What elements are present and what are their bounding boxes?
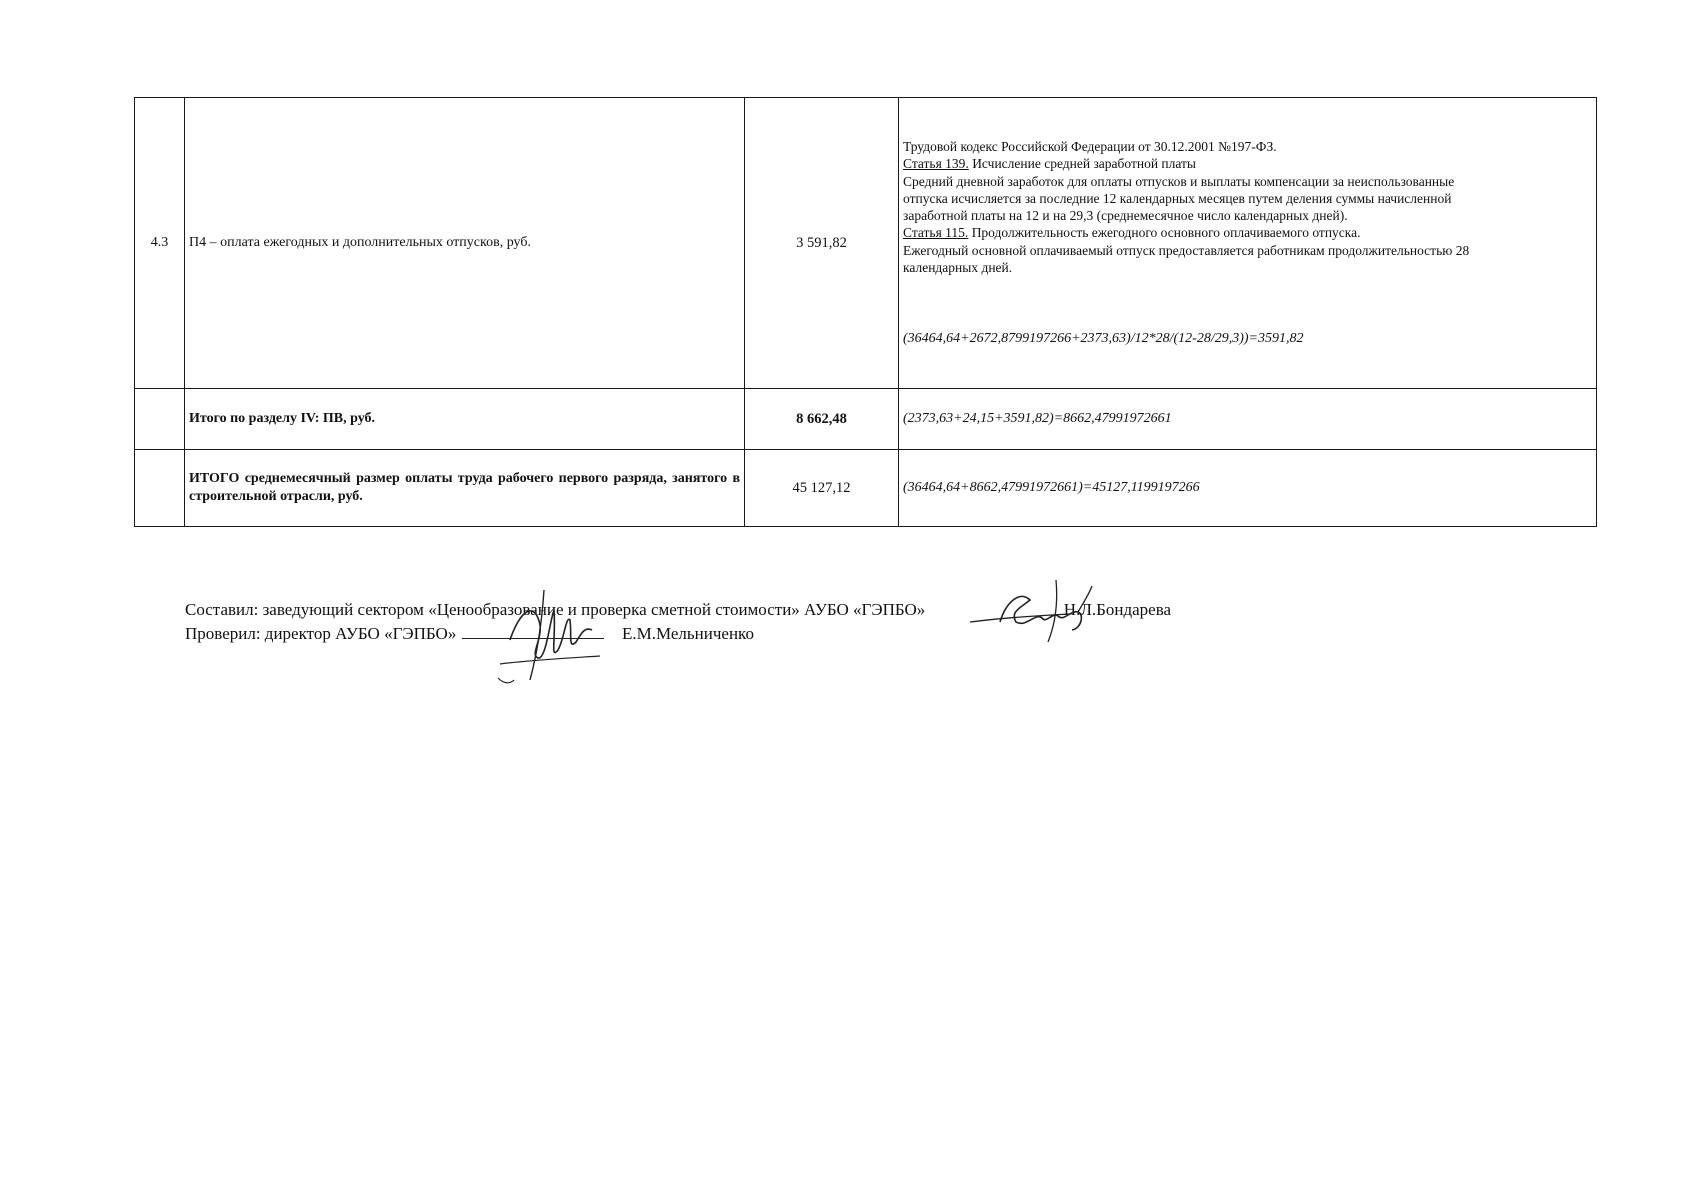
row-formula: (2373,63+24,15+3591,82)=8662,47991972661 bbox=[899, 389, 1597, 450]
note-text-line: отпуска исчисляется за последние 12 календарных месяцев путем деления суммы начисленной bbox=[903, 190, 1452, 206]
table-row bbox=[135, 98, 1597, 389]
row-formula: (36464,64+2672,8799197266+2373,63)/12*28/(12-28/29,3))=3591,82 bbox=[903, 331, 1304, 347]
row-note bbox=[899, 98, 1597, 389]
checked-by-name: Е.М.Мельниченко bbox=[622, 624, 754, 643]
row-value: 8 662,48 bbox=[745, 389, 899, 450]
row-name: ИТОГО среднемесячный размер оплаты труда рабочего первого разряда, занятого в строительной отрасли, руб. bbox=[185, 450, 745, 527]
row-name: П4 – оплата ежегодных и дополнительных отпусков, руб. bbox=[185, 98, 745, 389]
row-number bbox=[135, 450, 185, 527]
article-139-title: Исчисление средней заработной платы bbox=[968, 156, 1197, 172]
compiled-by-name: Н.Л.Бондарева bbox=[1063, 600, 1172, 619]
table-row bbox=[135, 389, 1597, 450]
article-115-label: Статья 115. bbox=[903, 225, 969, 241]
table-row bbox=[135, 450, 1597, 527]
director-signature bbox=[480, 580, 620, 690]
note-text-line: заработной платы на 12 и на 29,3 (среднемесячное число календарных дней). bbox=[903, 208, 1348, 224]
note-text-line: Средний дневной заработок для оплаты отпусков и выплаты компенсации за неиспользованные bbox=[903, 173, 1455, 189]
checked-by-label: Проверил: директор АУБО «ГЭПБО» bbox=[185, 624, 457, 643]
article-115-title: Продолжительность ежегодного основного оплачиваемого отпуска. bbox=[968, 225, 1361, 241]
row-value: 3 591,82 bbox=[745, 98, 899, 389]
law-reference: Трудовой кодекс Российской Федерации от 30.12.2001 №197-ФЗ. bbox=[903, 139, 1277, 154]
row-name: Итого по разделу IV: ПВ, руб. bbox=[185, 389, 745, 450]
note-text-line: Ежегодный основной оплачиваемый отпуск предоставляется работникам продолжительностью 28 bbox=[903, 242, 1470, 258]
article-139-label: Статья 139. bbox=[903, 156, 969, 172]
compiler-signature bbox=[960, 572, 1110, 652]
row-number bbox=[135, 389, 185, 450]
row-number: 4.3 bbox=[135, 98, 185, 389]
row-formula: (36464,64+8662,47991972661)=45127,1199197266 bbox=[899, 450, 1597, 527]
note-text-line: календарных дней. bbox=[903, 259, 1013, 275]
compiled-by-label: Составил: заведующий сектором «Ценообразование и проверка сметной стоимости» АУБО «ГЭПБО» bbox=[185, 600, 926, 619]
calculation-table bbox=[134, 97, 1597, 527]
row-value: 45 127,12 bbox=[745, 450, 899, 527]
